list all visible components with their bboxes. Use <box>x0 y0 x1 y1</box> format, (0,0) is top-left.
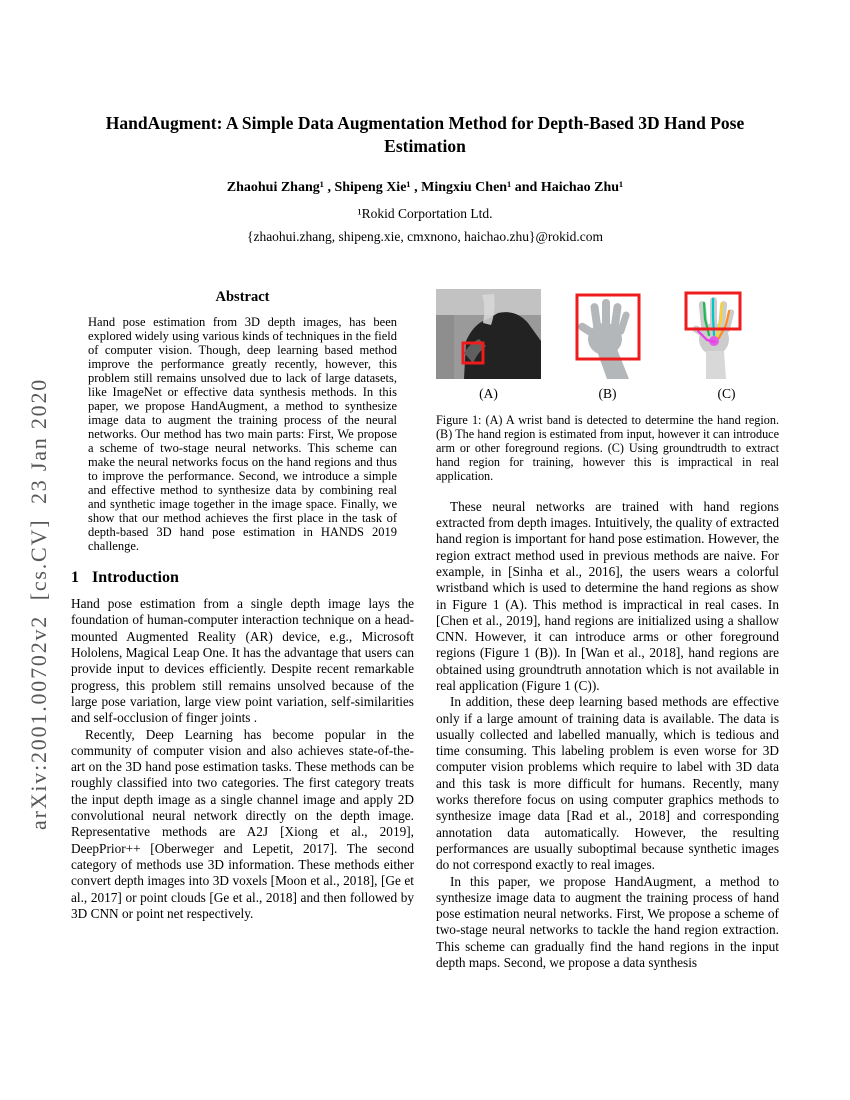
affiliation-line: ¹Rokid Corportation Ltd. <box>357 206 493 222</box>
section-heading-introduction <box>71 569 414 587</box>
body-paragraph-handaugment: In this paper, we propose HandAugment, a method to synthesize image data to augment the training process of hand pose estimation neural networks. First, We propose a scheme of two-stage neural networks to tackle the hand region extraction. This scheme can gradually find the hand regions in the input depth maps. Second, we propose a data synthesis <box>436 873 779 971</box>
paper-title: HandAugment: A Simple Data Augmentation Method for Depth-Based 3D Hand Pose Estimation <box>105 113 745 157</box>
figure-1 <box>436 289 779 484</box>
figure-sublabel-b: (B) <box>598 386 617 402</box>
section-title: Introduction <box>92 569 179 587</box>
figure-image-hand-annotated <box>674 289 779 379</box>
body-paragraph-networks: These neural networks are trained with hand regions extracted from depth images. Intuitively, the quality of extracted hand region is important for hand pose estimation. However, the region extract method used in previous methods are naive. For example, in [Sinha et al., 2016], the users wears a colorful wristband which is used to determine the hand regions as show in Figure 1 (A). This method is impractical in real cases. In [Chen et al., 2019], hand regions are initialized using a shallow CNN. However, it can introduce arms or other foreground regions (Figure 1 (B)). In [Wan et al., 2018], hand regions are obtained using groundtruth annotation which is not available in real application (Figure 1 (C)). <box>436 498 779 693</box>
figure-sublabel-a: (A) <box>479 386 498 402</box>
figure-1-caption: Figure 1: (A) A wrist band is detected to determine the hand region. (B) The hand region is estimated from input, however it can introduce arm or other foreground regions. (C) Using groundtrudth to extract hand region for training, however this is impractical in real application. <box>436 413 779 483</box>
authors-line: Zhaohui Zhang¹ , Shipeng Xie¹ , Mingxiu Chen¹ and Haichao Zhu¹ <box>226 180 624 196</box>
figure-sublabel-c: (C) <box>717 386 736 402</box>
arxiv-watermark: arXiv:2001.00702v2 [cs.CV] 23 Jan 2020 <box>26 377 51 830</box>
figure-1-images <box>436 289 779 379</box>
right-column <box>436 289 779 971</box>
figure-image-hand-mask <box>555 289 660 379</box>
intro-paragraph-2: Recently, Deep Learning has become popular in the community of computer vision and also achieves state-of-the-art on the 3D hand pose estimation tasks. These methods can be roughly classified into two categories. The first category treats the input depth image as a single channel image and apply 2D convolutional neural network directly on the depth image. Representative methods are A2J [Xiong et al., 2019], DeepPrior++ [Oberweger and Lepetit, 2017]. The second category of methods use 3D information. These methods either convert depth images into 3D voxels [Moon et al., 2018], [Ge et al., 2017] or point clouds [Ge et al., 2018] and then followed by 3D CNN or point net respectively. <box>71 726 414 921</box>
left-column <box>71 289 414 971</box>
emails-line: {zhaohui.zhang, shipeng.xie, cmxnono, haichao.zhu}@rokid.com <box>246 229 604 245</box>
intro-paragraph-1: Hand pose estimation from a single depth image lays the foundation of human-computer interaction technique on a head-mounted Augmented Reality (AR) device, e.g., Microsoft Hololens, Magical Leap One. It has the advantage that users can provide input to devices efficiently. Despite recent remarkable progress, this problem still remains unsolved because of the large pose variation, large view point variation, self-similarities and self-occlusion of finger joints . <box>71 596 414 726</box>
abstract-heading: Abstract <box>215 289 270 306</box>
abstract-text: Hand pose estimation from 3D depth images, has been explored widely using various kinds of techniques in the field of computer vision. Though, deep learning based method improve the performance greatly recently, however, this problem still remains unsolved due to lack of large datasets, like ImageNet or effective data synthesis methods. In this paper, we propose HandAugment, a method to synthesize image data to augment the training process of the neural networks. Our method has two main parts: First, We propose a scheme of two-stage neural networks. This scheme can make the neural networks focus on the hand regions and thus to improve the performance. Second, we introduce a simple and effective method to synthesize data by combining real and synthetic image together in the image space. Finally, we show that our method achieves the first place in the task of depth-based 3D hand pose estimation in HANDS 2019 challenge. <box>88 315 397 554</box>
figure-1-sublabels <box>436 386 779 402</box>
figure-image-wristband-photo <box>436 289 541 379</box>
section-number: 1 <box>71 569 79 587</box>
body-paragraph-training-data: In addition, these deep learning based methods are effective only if a large amount of training data is available. The data is usually collected and labelled manually, which is tedious and time consuming. This labeling problem is even worse for 3D computer vision problems which require to label with 3D data and this task is more difficult for humans. Recently, many works therefore focus on using computer graphics methods to synthesize image data [Rad et al., 2018] and corresponding annotation data automatically. However, the resulting performances are usually suboptimal because synthetic images do not correspond exactly to real images. <box>436 694 779 873</box>
two-column-layout <box>71 289 779 971</box>
